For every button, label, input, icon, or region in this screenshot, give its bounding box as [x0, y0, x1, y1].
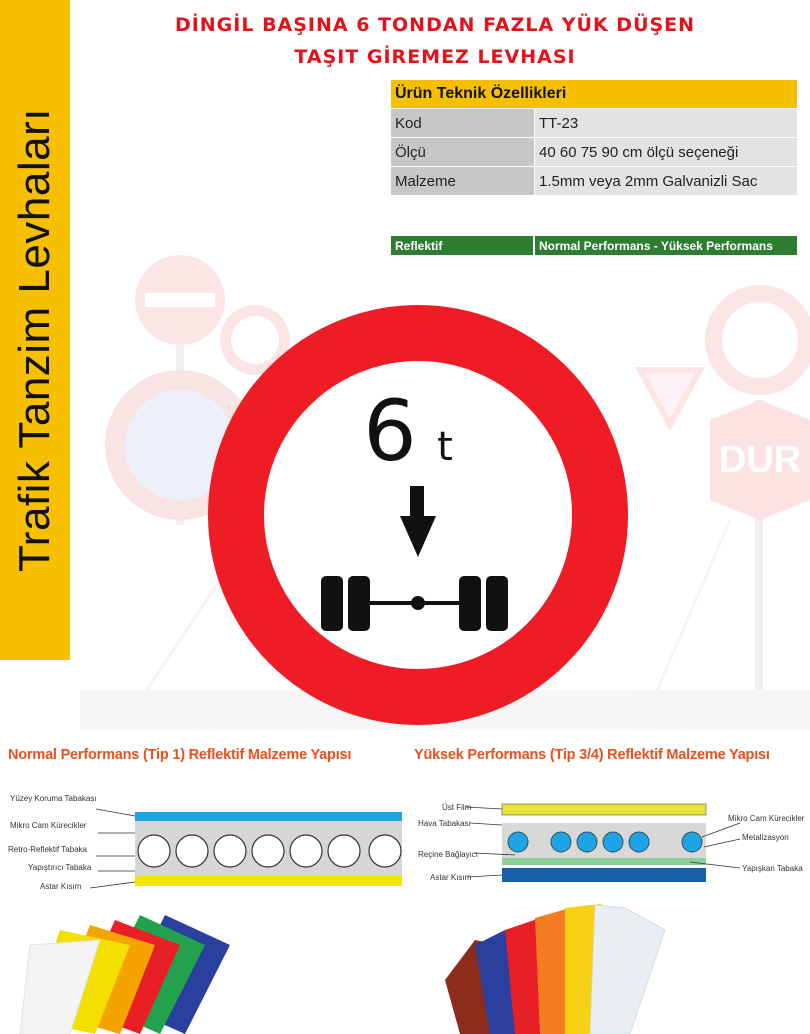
primer-base-layer	[502, 868, 706, 882]
resin-layer	[502, 858, 706, 865]
label-primer-base: Astar Kısım	[430, 873, 472, 882]
sidebar-banner	[0, 0, 70, 660]
spec-table-header: Ürün Teknik Özellikleri	[391, 80, 798, 109]
normal-reflective-strips	[15, 905, 245, 1034]
spec-row-size	[391, 138, 798, 167]
spec-label: Ölçü	[391, 138, 535, 167]
normal-performance-title: Normal Performans (Tip 1) Reflektif Malzeme Yapısı	[8, 747, 352, 763]
label-primer: Astar Kısım	[40, 882, 82, 891]
label-beads: Mikro Cam Kürecikler	[10, 821, 87, 830]
reflective-value: Normal Performans - Yüksek Performans	[534, 235, 798, 256]
page-title-line1: DİNGİL BAŞINA 6 TONDAN FAZLA YÜK DÜŞEN	[174, 14, 696, 36]
top-film-layer	[502, 804, 706, 815]
page-title-line2: TAŞIT GİREMEZ LEVHASI	[294, 46, 576, 68]
label-top-film: Üst Film	[442, 803, 472, 812]
label-air-layer: Hava Tabakası	[418, 819, 471, 828]
spec-label: Malzeme	[391, 167, 535, 196]
high-performance-title: Yüksek Performans (Tip 3/4) Reflektif Malzeme Yapısı	[414, 747, 770, 763]
sign-weight-number: 6	[363, 382, 417, 480]
strip-swatches	[20, 915, 230, 1034]
spec-value: 40 60 75 90 cm ölçü seçeneği	[535, 138, 798, 167]
strip-swatches	[445, 904, 665, 1034]
normal-performance-diagram	[0, 790, 410, 900]
bg-stop-text: DUR	[718, 439, 802, 481]
label-micro-beads: Mikro Cam Kürecikler	[728, 814, 805, 823]
spec-table	[390, 79, 798, 196]
sign-weight-unit: t	[437, 424, 453, 470]
sidebar-label: Trafik Tanzim Levhaları	[10, 108, 59, 572]
spec-row-code	[391, 109, 798, 138]
label-resin: Reçine Bağlayıcı	[418, 850, 479, 859]
label-adhesive: Yapıştırıcı Tabaka	[28, 863, 92, 872]
spec-value: TT-23	[535, 109, 798, 138]
high-performance-diagram	[410, 795, 810, 895]
primer-layer	[135, 876, 402, 886]
strip-white	[590, 905, 665, 1034]
spec-row-material	[391, 167, 798, 196]
axle-weight-limit-sign	[203, 300, 633, 730]
label-adhesive-layer: Yapışkan Tabaka	[742, 864, 803, 873]
label-retro: Retro-Reflektif Tabaka	[8, 845, 87, 854]
label-surface: Yüzey Koruma Tabakası	[10, 794, 97, 803]
spec-value: 1.5mm veya 2mm Galvanizli Sac	[535, 167, 798, 196]
high-reflective-strips	[440, 900, 670, 1034]
spec-label: Kod	[391, 109, 535, 138]
label-metallization: Metalizasyon	[742, 833, 789, 842]
reflective-label: Reflektif	[390, 235, 534, 256]
surface-layer	[135, 812, 402, 821]
